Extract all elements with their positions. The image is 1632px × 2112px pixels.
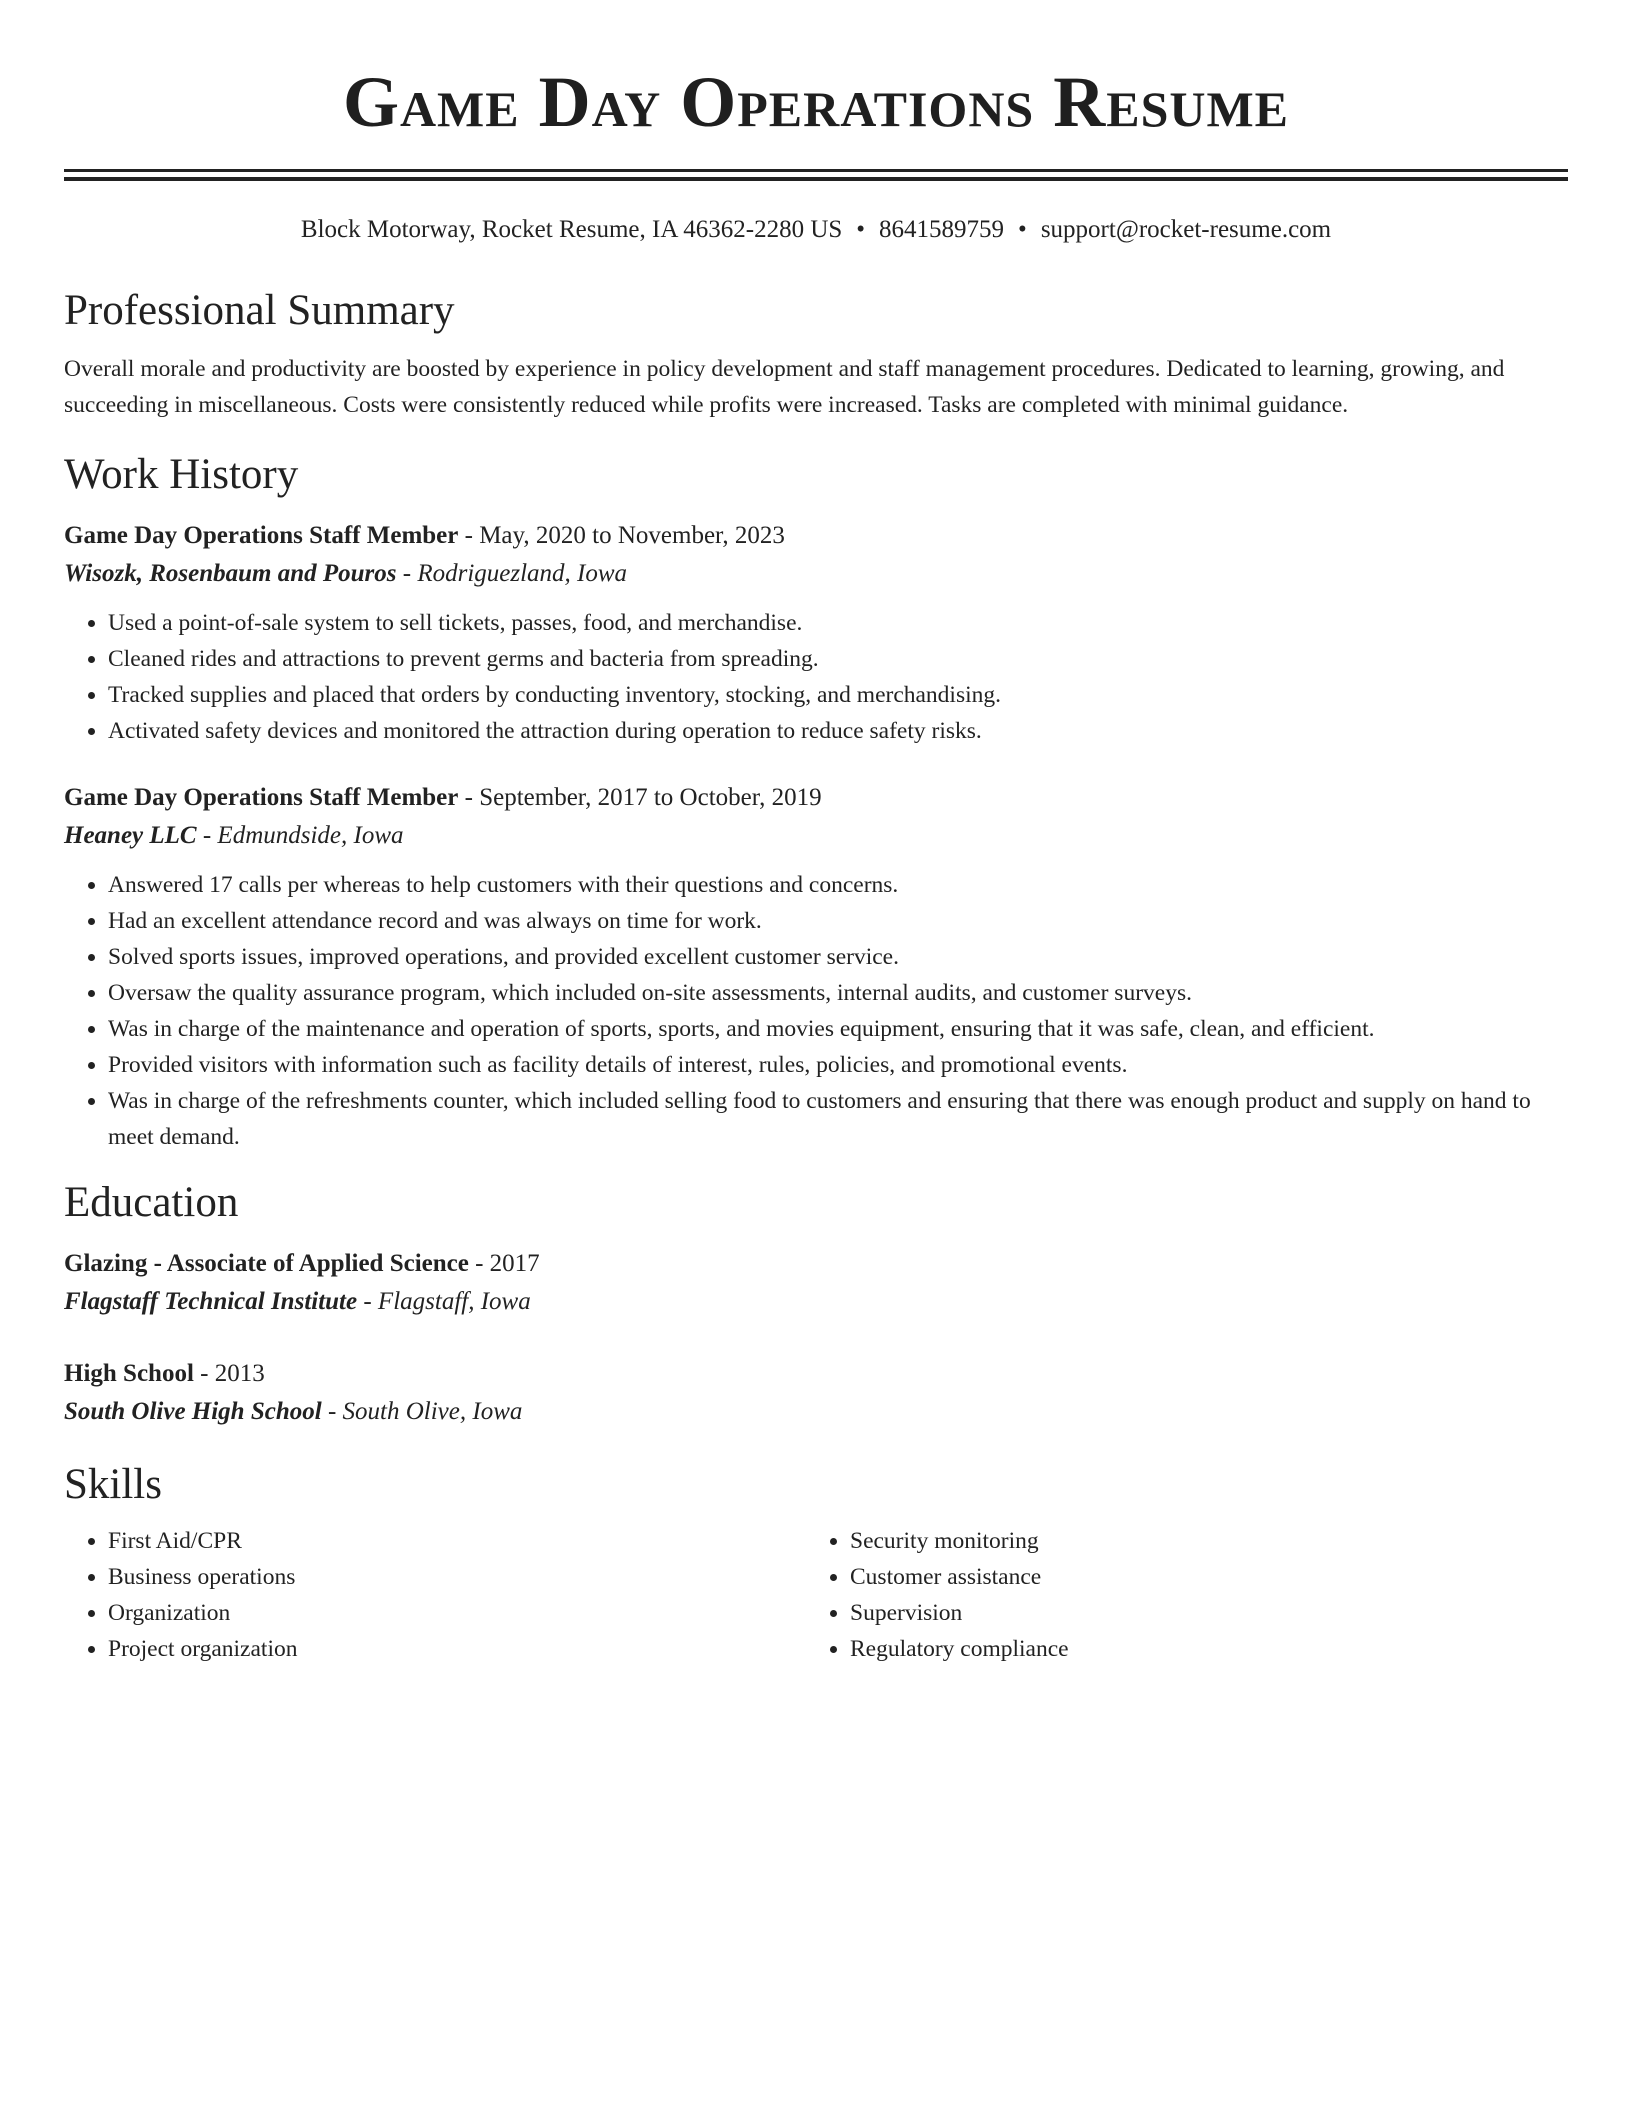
list-item: • Answered 17 calls per whereas to help customers with their questions and concerns. <box>108 867 1568 903</box>
contact-email: support@rocket-resume.com <box>1040 216 1332 243</box>
job-company: Wisozk, Rosenbaum and Pouros <box>64 560 397 587</box>
job-entry <box>64 517 1568 749</box>
list-item: • Regulatory compliance <box>850 1631 1548 1667</box>
skills-list <box>64 1523 1568 1667</box>
list-item: • Was in charge of the refreshments counter, which included selling food to customers and ensuring that there was enough product and supply on hand to meet demand. <box>108 1083 1568 1155</box>
contact-separator: • <box>856 216 866 243</box>
skills-heading: Skills <box>64 1461 162 1508</box>
education-heading: Education <box>64 1179 239 1226</box>
list-item: • Was in charge of the maintenance and operation of sports, sports, and movies equipment, ensuring that it was safe, clean, and efficient. <box>108 1011 1568 1047</box>
job-title: Game Day Operations Staff Member <box>64 784 459 811</box>
resume-page <box>64 0 1568 1667</box>
education-degree: Glazing - Associate of Applied Science <box>64 1250 469 1277</box>
list-item: • Customer assistance <box>850 1559 1548 1595</box>
education-school-line <box>64 1393 1568 1431</box>
job-location: - Edmundside, Iowa <box>196 822 404 849</box>
summary-text: Overall morale and productivity are boosted by experience in policy development and staff management procedures. Dedicated to learning, growing, and succeeding in miscellaneous. Costs were consistently reduced while profits were increased. Tasks are completed with minimal guidance. <box>64 356 1505 418</box>
list-item: • Solved sports issues, improved operations, and provided excellent customer service. <box>108 939 1568 975</box>
education-entry <box>64 1355 1568 1431</box>
education-year: - 2017 <box>468 1250 540 1277</box>
list-item: • First Aid/CPR <box>108 1523 806 1559</box>
contact-address: Block Motorway, Rocket Resume, IA 46362-2280 US <box>300 216 843 243</box>
contact-line <box>64 213 1568 247</box>
skills-column-left <box>64 1523 806 1667</box>
education-location: - South Olive, Iowa <box>321 1398 523 1425</box>
job-entry <box>64 779 1568 1155</box>
list-item: • Organization <box>108 1595 806 1631</box>
list-item: • Had an excellent attendance record and was always on time for work. <box>108 903 1568 939</box>
list-item: • Used a point-of-sale system to sell tickets, passes, food, and merchandise. <box>108 605 1568 641</box>
job-bullets <box>64 605 1568 749</box>
job-company: Heaney LLC <box>64 822 197 849</box>
list-item: • Security monitoring <box>850 1523 1548 1559</box>
education-school-line <box>64 1283 1568 1321</box>
skills-column-right <box>806 1523 1548 1667</box>
list-item: • Activated safety devices and monitored the attraction during operation to reduce safety risks. <box>108 713 1568 749</box>
education-degree-line <box>64 1355 1568 1393</box>
education-school: South Olive High School <box>64 1398 322 1425</box>
job-company-line <box>64 817 1568 855</box>
contact-separator: • <box>1018 216 1027 243</box>
summary-heading: Professional Summary <box>64 287 455 334</box>
job-company-line <box>64 555 1568 593</box>
job-bullets <box>64 867 1568 1155</box>
education-year: - 2013 <box>193 1360 265 1387</box>
education-entry <box>64 1245 1568 1321</box>
job-location: - Rodriguezland, Iowa <box>396 560 628 587</box>
job-dates: - September, 2017 to October, 2019 <box>458 784 822 811</box>
job-title: Game Day Operations Staff Member <box>64 522 459 549</box>
education-school: Flagstaff Technical Institute <box>64 1288 358 1315</box>
job-dates: - May, 2020 to November, 2023 <box>458 522 785 549</box>
list-item: • Business operations <box>108 1559 806 1595</box>
list-item: • Provided visitors with information such as facility details of interest, rules, policies, and promotional events. <box>108 1047 1568 1083</box>
job-title-line <box>64 779 1568 817</box>
contact-phone: 8641589759 <box>879 216 1005 243</box>
list-item: • Oversaw the quality assurance program, which included on-site assessments, internal audits, and customer surveys. <box>108 975 1568 1011</box>
title-divider <box>64 169 1568 181</box>
education-degree-line <box>64 1245 1568 1283</box>
education-degree: High School <box>64 1360 194 1387</box>
list-item: • Cleaned rides and attractions to prevent germs and bacteria from spreading. <box>108 641 1568 677</box>
job-title-line <box>64 517 1568 555</box>
list-item: • Project organization <box>108 1631 806 1667</box>
list-item: • Supervision <box>850 1595 1548 1631</box>
list-item: • Tracked supplies and placed that orders by conducting inventory, stocking, and merchandising. <box>108 677 1568 713</box>
work-history-heading: Work History <box>64 451 299 498</box>
education-location: - Flagstaff, Iowa <box>357 1288 531 1315</box>
page-title: Game Day Operations Resume <box>342 62 1290 142</box>
